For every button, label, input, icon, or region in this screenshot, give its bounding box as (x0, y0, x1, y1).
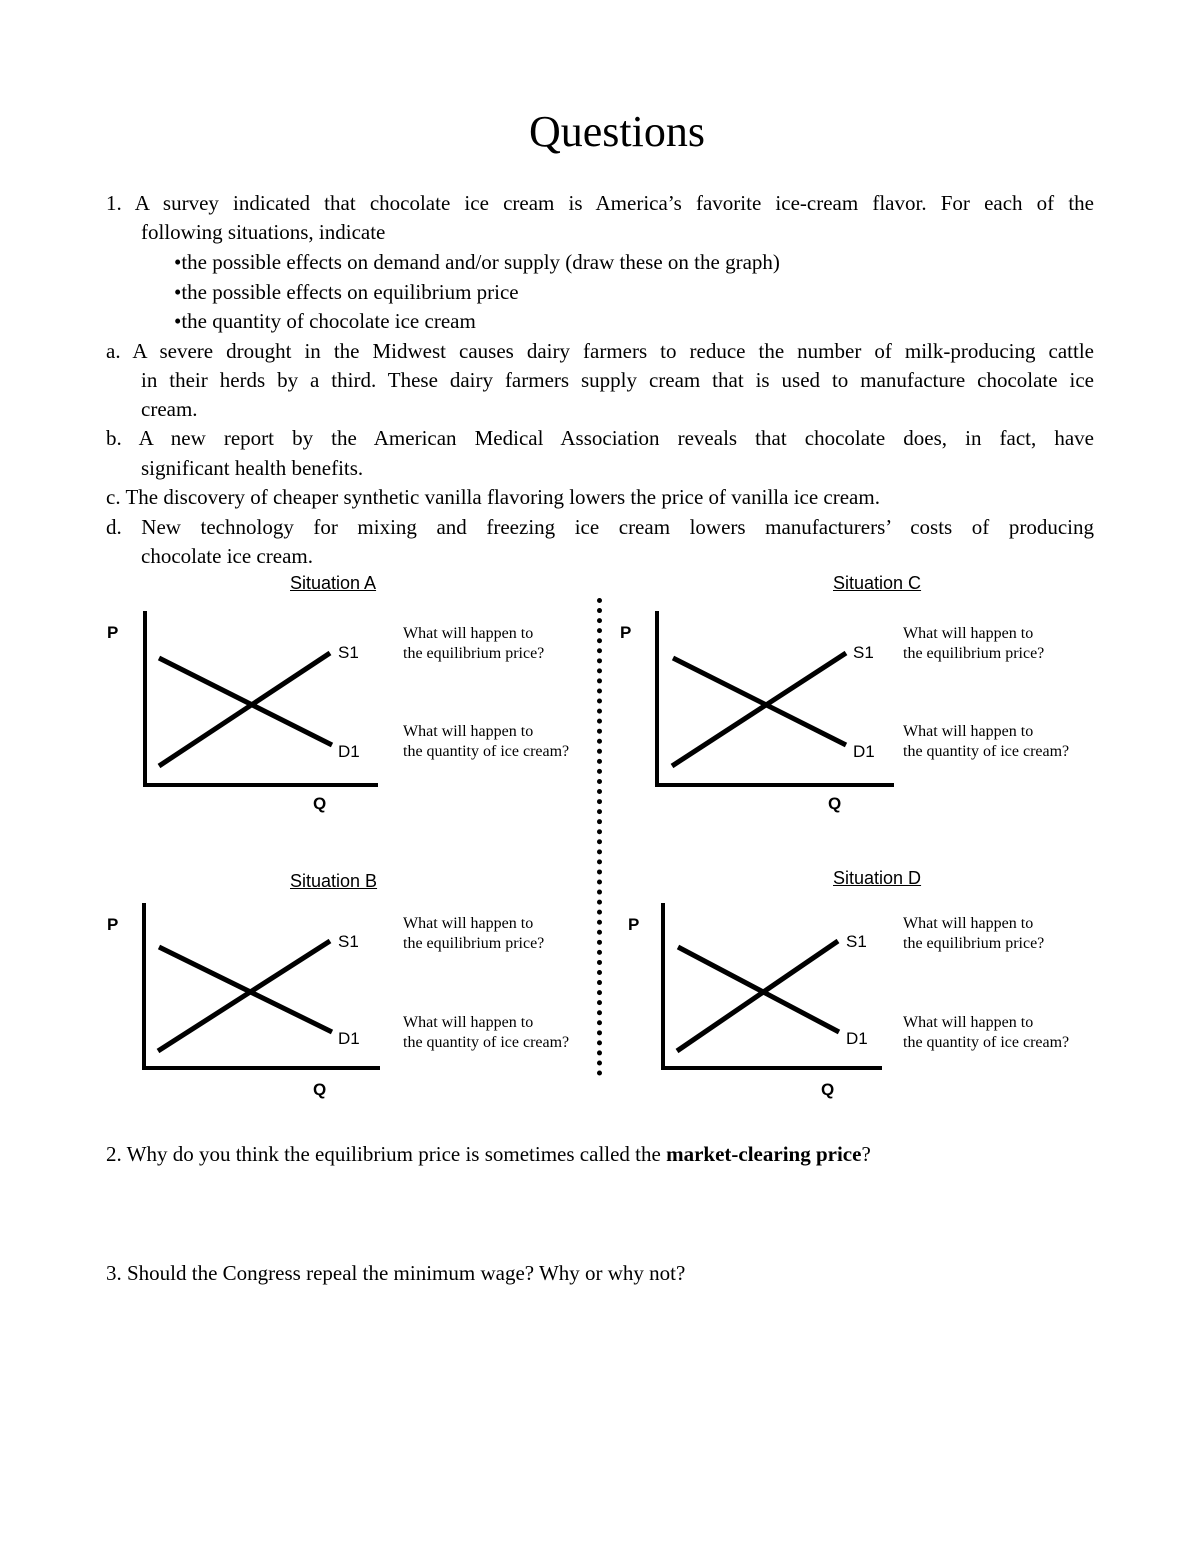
price-axis-label: P (107, 623, 119, 642)
quantity-axis-label: Q (828, 794, 842, 813)
equilibrium-price-question: What will happen to the equilibrium price? (403, 915, 545, 952)
situation-c-graph (610, 605, 910, 820)
situation-c-title: Situation C (833, 573, 922, 593)
supply-label: S1 (338, 643, 359, 662)
demand-label: D1 (338, 1029, 360, 1048)
quantity-question: What will happen to the quantity of ice cream? (403, 1014, 570, 1051)
situation-d-title: Situation D (833, 868, 922, 888)
q1b-line2: significant health benefits. (141, 456, 364, 480)
price-axis-label: P (620, 623, 632, 642)
market-clearing-term: market-clearing price (666, 1142, 862, 1166)
question-3: 3. Should the Congress repeal the minimum wage? Why or why not? (106, 1261, 686, 1285)
q1-bullet: •the quantity of chocolate ice cream (174, 309, 476, 333)
demand-curve-d1 (159, 947, 332, 1032)
situation-b-title: Situation B (290, 871, 378, 891)
quantity-axis-label: Q (313, 1080, 327, 1099)
q1d-line1: d. New technology for mixing and freezing ice cream lowers manufacturers’ costs of producing (106, 515, 1094, 539)
price-axis-label: P (628, 915, 640, 934)
demand-label: D1 (338, 742, 360, 761)
situation-a-title: Situation A (290, 573, 377, 593)
q1-bullet: •the possible effects on equilibrium price (174, 280, 519, 304)
q1a-line1: a. A severe drought in the Midwest causes dairy farmers to reduce the number of milk-producing cattle (106, 339, 1094, 363)
quantity-question: What will happen to the quantity of ice cream? (903, 723, 1070, 760)
supply-label: S1 (853, 643, 874, 662)
price-axis-label: P (107, 915, 119, 934)
q1a-line3: cream. (141, 397, 198, 421)
quantity-question: What will happen to the quantity of ice cream? (903, 1014, 1070, 1051)
supply-label: S1 (846, 932, 867, 951)
demand-label: D1 (846, 1029, 868, 1048)
page-title: Questions (529, 107, 705, 156)
demand-label: D1 (853, 742, 875, 761)
situation-d-graph (615, 895, 905, 1105)
q1b-line1: b. A new report by the American Medical Association reveals that chocolate does, in fact, have (106, 426, 1094, 450)
q1a-line2: in their herds by a third. These dairy farmers supply cream that is used to manufacture chocolate ice (141, 368, 1094, 392)
quantity-question: What will happen to the quantity of ice cream? (403, 723, 570, 760)
situation-b-graph (95, 895, 395, 1105)
q1-intro-line2: following situations, indicate (141, 220, 386, 244)
dotted-divider (597, 598, 602, 1076)
equilibrium-price-question: What will happen to the equilibrium price? (903, 625, 1045, 662)
quantity-axis-label: Q (313, 794, 327, 813)
q1d-line2: chocolate ice cream. (141, 544, 313, 568)
question-2: 2. Why do you think the equilibrium price is sometimes called the market-clearing price? (106, 1142, 871, 1166)
situation-a-graph (95, 605, 395, 820)
q1-bullet: •the possible effects on demand and/or supply (draw these on the graph) (174, 250, 780, 274)
equilibrium-price-question: What will happen to the equilibrium price? (403, 625, 545, 662)
quantity-axis-label: Q (821, 1080, 835, 1099)
supply-label: S1 (338, 932, 359, 951)
q1-intro-line1: 1. A survey indicated that chocolate ice cream is America’s favorite ice-cream flavor. For each of the (106, 191, 1094, 215)
equilibrium-price-question: What will happen to the equilibrium price? (903, 915, 1045, 952)
q1c-line: c. The discovery of cheaper synthetic vanilla flavoring lowers the price of vanilla ice cream. (106, 485, 880, 509)
